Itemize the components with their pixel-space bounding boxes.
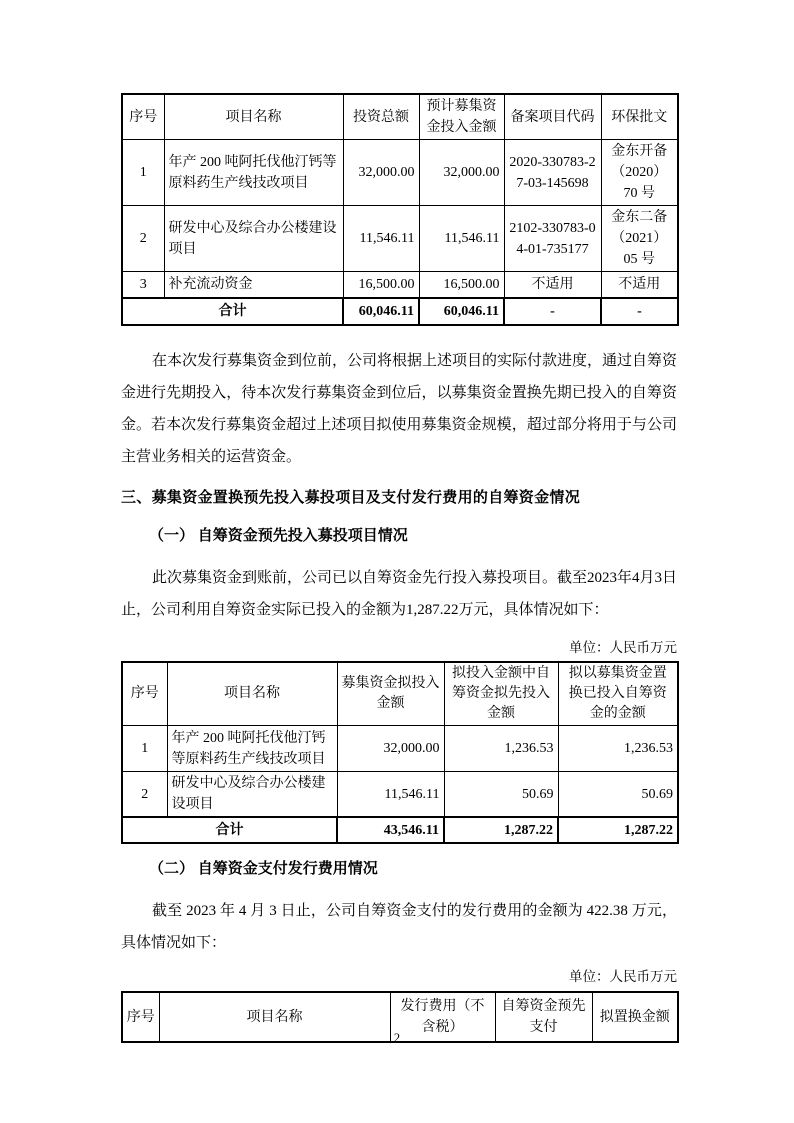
cell-project-name: 年产 200 吨阿托伐他汀钙等原料药生产线技改项目 bbox=[167, 726, 337, 772]
cell-planned-amount: 11,546.11 bbox=[337, 772, 444, 818]
column-header-replace-amount: 拟置换金额 bbox=[592, 992, 678, 1042]
column-header-project-name: 项目名称 bbox=[167, 662, 337, 726]
cell-total-replace: 1,287.22 bbox=[558, 817, 678, 843]
unit-label: 单位：人民币万元 bbox=[569, 639, 677, 655]
cell-raise-invest: 32,000.00 bbox=[419, 140, 504, 206]
cell-env-approval: 金东开备（2020）70 号 bbox=[601, 140, 678, 206]
cell-seq: 1 bbox=[122, 726, 167, 772]
column-header-self-paid: 自筹资金预先支付 bbox=[495, 992, 592, 1042]
cell-raise-invest: 11,546.11 bbox=[419, 206, 504, 272]
cell-filing-code: 2102-330783-04-01-735177 bbox=[504, 206, 601, 272]
cell-project-name: 研发中心及综合办公楼建设项目 bbox=[167, 772, 337, 818]
cell-seq: 3 bbox=[122, 272, 164, 298]
cell-invest-total: 32,000.00 bbox=[343, 140, 419, 206]
cell-env-approval: 不适用 bbox=[601, 272, 678, 298]
cell-project-name: 研发中心及综合办公楼建设项目 bbox=[164, 206, 343, 272]
column-header-raise-invest: 预计募集资金投入金额 bbox=[419, 94, 504, 140]
cell-seq: 2 bbox=[122, 772, 167, 818]
column-header-replace-amount: 拟以募集资金置换已投入自筹资金的金额 bbox=[558, 662, 678, 726]
column-header-seq: 序号 bbox=[122, 94, 164, 140]
table-row bbox=[122, 726, 678, 772]
table-header-row bbox=[122, 662, 678, 726]
table-row bbox=[122, 772, 678, 818]
column-header-invest-total: 投资总额 bbox=[343, 94, 419, 140]
unit-label: 单位：人民币万元 bbox=[569, 969, 677, 985]
cell-project-name: 年产 200 吨阿托伐他汀钙等原料药生产线技改项目 bbox=[164, 140, 343, 206]
cell-self-funded-amount: 50.69 bbox=[444, 772, 558, 818]
column-header-filing-code: 备案项目代码 bbox=[504, 94, 601, 140]
cell-total-self-funded: 1,287.22 bbox=[444, 817, 558, 843]
column-header-project-name: 项目名称 bbox=[164, 94, 343, 140]
table-total-row bbox=[122, 298, 678, 325]
cell-total-label: 合计 bbox=[122, 817, 337, 843]
column-header-project-name: 项目名称 bbox=[159, 992, 390, 1042]
table-row bbox=[122, 272, 678, 298]
fundraising-projects-table bbox=[121, 93, 679, 326]
subsection-heading-2: （二） 自筹资金支付发行费用情况 bbox=[149, 861, 378, 878]
column-header-planned-amount: 募集资金拟投入金额 bbox=[337, 662, 444, 726]
table-total-row bbox=[122, 817, 678, 843]
column-header-seq: 序号 bbox=[122, 992, 159, 1042]
cell-invest-total: 11,546.11 bbox=[343, 206, 419, 272]
paragraph-self-funded-investment: 此次募集资金到账前，公司已以自筹资金先行投入募投项目。截至2023年4月3日止，公司利用自筹资金实际已投入的金额为1,287.22万元，具体情况如下： bbox=[121, 569, 678, 618]
cell-total-invest: 60,046.11 bbox=[343, 298, 419, 325]
column-header-self-funded-amount: 拟投入金额中自筹资金拟先投入金额 bbox=[444, 662, 558, 726]
cell-total-planned: 43,546.11 bbox=[337, 817, 444, 843]
cell-total-raise: 60,046.11 bbox=[419, 298, 504, 325]
page-content bbox=[0, 93, 794, 1043]
cell-total-label: 合计 bbox=[122, 298, 343, 325]
self-funded-investment-table bbox=[121, 661, 679, 845]
cell-planned-amount: 32,000.00 bbox=[337, 726, 444, 772]
section-heading: 三、募集资金置换预先投入募投项目及支付发行费用的自筹资金情况 bbox=[121, 489, 581, 506]
page-number: 2 bbox=[393, 1031, 401, 1045]
cell-project-name: 补充流动资金 bbox=[164, 272, 343, 298]
paragraph-issuance-expenses: 截至 2023 年 4 月 3 日止，公司自筹资金支付的发行费用的金额为 422.38 万元，具体情况如下： bbox=[121, 903, 677, 952]
subsection-heading-1: （一） 自筹资金预先投入募投项目情况 bbox=[149, 527, 408, 544]
cell-seq: 2 bbox=[122, 206, 164, 272]
table-row bbox=[122, 206, 678, 272]
cell-total-env-approval: - bbox=[601, 298, 678, 325]
cell-total-filing-code: - bbox=[504, 298, 601, 325]
cell-replace-amount: 1,236.53 bbox=[558, 726, 678, 772]
cell-env-approval: 金东二备（2021）05 号 bbox=[601, 206, 678, 272]
cell-raise-invest: 16,500.00 bbox=[419, 272, 504, 298]
cell-invest-total: 16,500.00 bbox=[343, 272, 419, 298]
cell-self-funded-amount: 1,236.53 bbox=[444, 726, 558, 772]
cell-replace-amount: 50.69 bbox=[558, 772, 678, 818]
table-header-row bbox=[122, 94, 678, 140]
cell-seq: 1 bbox=[122, 140, 164, 206]
column-header-seq: 序号 bbox=[122, 662, 167, 726]
cell-filing-code: 2020-330783-27-03-145698 bbox=[504, 140, 601, 206]
column-header-issue-fee: 发行费用（不含税） bbox=[390, 992, 495, 1042]
paragraph-fund-replacement-plan: 在本次发行募集资金到位前，公司将根据上述项目的实际付款进度，通过自筹资金进行先期投入，待本次发行募集资金到位后，以募集资金置换先期已投入的自筹资金。若本次发行募集资金超过上述项目拟使用募集资金规模，超过部分将用于与公司主营业务相关的运营资金。 bbox=[121, 352, 678, 465]
cell-filing-code: 不适用 bbox=[504, 272, 601, 298]
column-header-env-approval: 环保批文 bbox=[601, 94, 678, 140]
table-row bbox=[122, 140, 678, 206]
